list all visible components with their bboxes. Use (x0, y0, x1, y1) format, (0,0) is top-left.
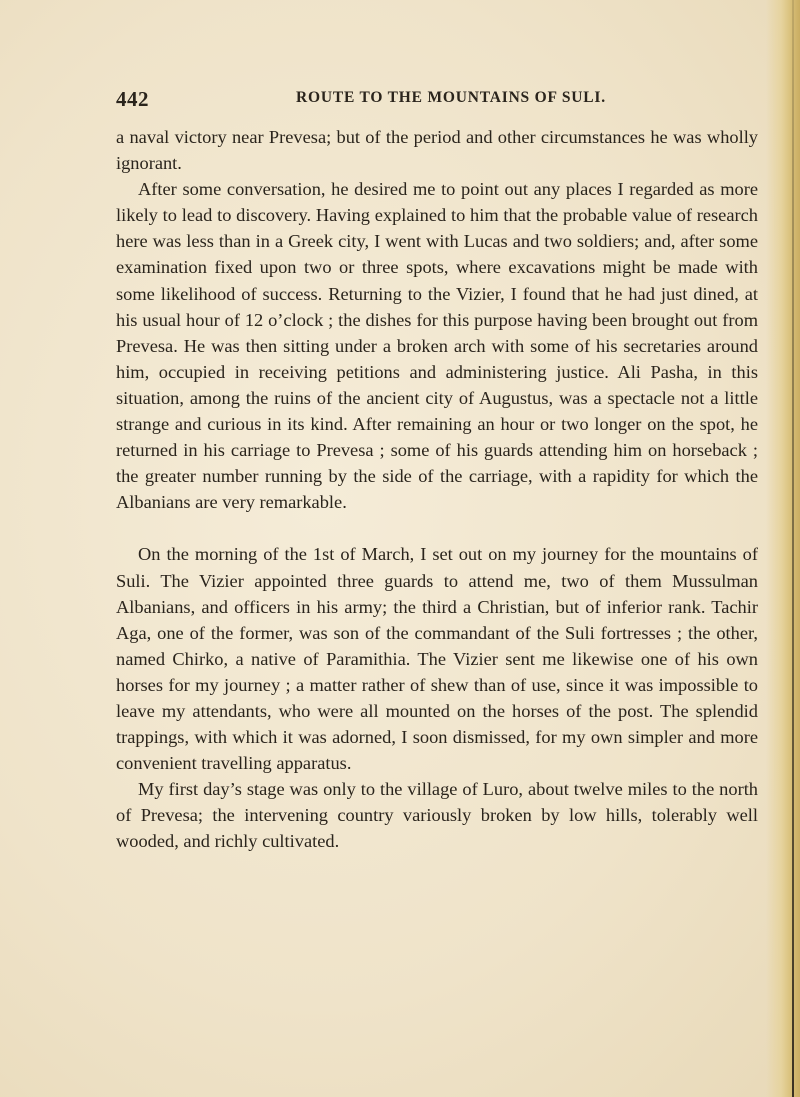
paragraph-first-stage: My first day’s stage was only to the village of Luro, about twelve miles to the north of Prevesa; the intervening country variously broken by low hills, tolerably well wooded, and richly cultivated. (116, 779, 758, 852)
paragraph-journey: On the morning of the 1st of March, I set out on my journey for the mountains of Suli. The Vizier appointed three guards to attend me, two of them Mussulman Albanians, and officers in his army; the third a Christian, but of inferior rank. Tachir Aga, one of the former, was son of the commandant of the Suli fortresses ; the other, named Chirko, a native of Paramithia. The Vizier sent me likewise one of his own horses for my journey ; a matter rather of shew than of use, since it was impossible to leave my attendants, who were all mounted on the horses of the post. The splendid trappings, with which it was adorned, I soon dismissed, for my own simpler and more convenient travelling apparatus. (116, 544, 758, 774)
page-header (116, 86, 756, 110)
page-edge-shadow (766, 0, 800, 1097)
body-text (116, 124, 758, 855)
page-number: 442 (116, 87, 149, 111)
running-title: ROUTE TO THE MOUNTAINS OF SULI. (296, 89, 606, 106)
page-edge-line (792, 0, 794, 1097)
paragraph-conversation: After some conversation, he desired me to point out any places I regarded as more likely to lead to discovery. Having explained to him that the probable value of research here was less than in a Greek city, I went with Lucas and two soldiers; and, after some examination fixed upon two or three spots, where excavations might be made with some likelihood of success. Returning to the Vizier, I found that he had just dined, at his usual hour of 12 o’clock ; the dishes for this purpose having been brought out from Prevesa. He was then sitting under a broken arch with some of his secretaries around him, occupied in receiving petitions and administering justice. Ali Pasha, in this situation, among the ruins of the ancient city of Augustus, was a spectacle not a little strange and curious in its kind. After remaining an hour or two longer on the spot, he returned in his carriage to Prevesa ; some of his guards attending him on horseback ; the greater number running by the side of the carriage, with a rapidity for which the Albanians are very remarkable. (116, 179, 758, 513)
paragraph-continuation: a naval victory near Prevesa; but of the period and other circumstances he was wholly ignorant. (116, 127, 758, 174)
